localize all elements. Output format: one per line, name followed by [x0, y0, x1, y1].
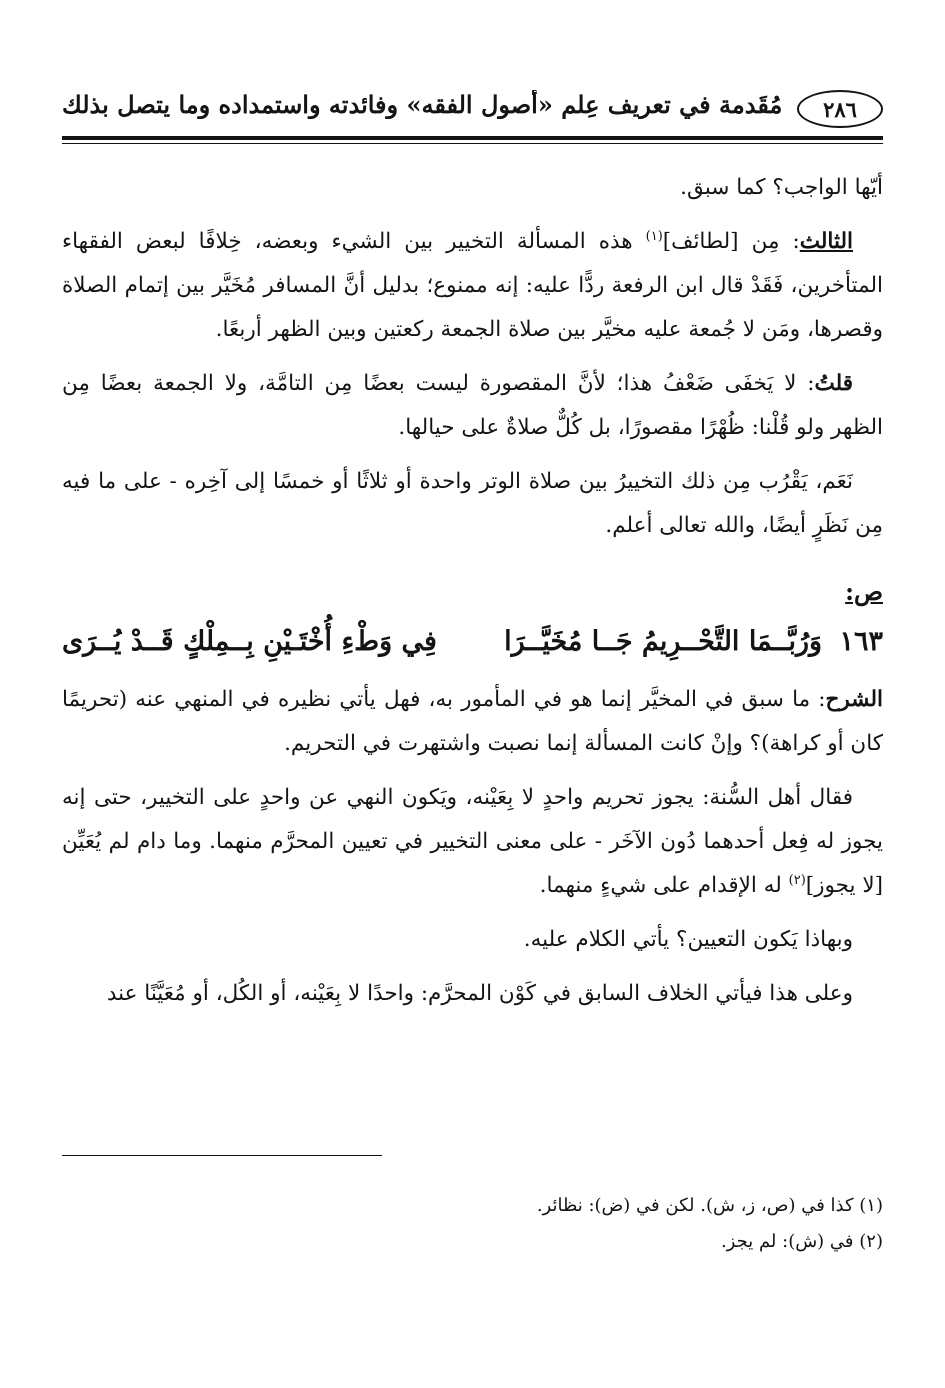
header-rule-thick [62, 136, 883, 140]
paragraph-6-text: فقال أهل السُّنة: يجوز تحريم واحدٍ لا بِعَيْنه، ويَكون النهي عن واحدٍ على التخيير، حتى إنه يجوز له فِعل أحدهما دُون الآخَر - على معنى التخيير في تعيين المحرَّم منهما. وما دام لم يُعَيِّن [لا يجوز] [62, 785, 883, 898]
verse-line [62, 620, 883, 664]
running-title: مُقَدمة في تعريف عِلم «أصول الفقه» وفائدته واستمداده وما يتصل بذلك [62, 90, 783, 119]
paragraph-3-text: : لا يَخفَى ضَعْفُ هذا؛ لأنَّ المقصورة ليست بعضًا مِن التامَّة، ولا الجمعة بعضًا مِن الظهر ولو قُلْنا: ظُهْرًا مقصورًا، بل كُلٌّ صلاةٌ على حيالها. [62, 371, 883, 440]
book-page [62, 0, 883, 1388]
verse-hemistich-1: وَرُبَّــمَا التَّحْــرِيمُ جَــا مُخَيَّــرَا [504, 626, 823, 657]
paragraph-7: وبهاذا يَكون التعيين؟ يأتي الكلام عليه. [523, 927, 853, 952]
main-text [62, 166, 883, 1026]
page-number: ٢٨٦ [797, 90, 883, 128]
paragraph-5 [62, 678, 883, 766]
verse-first-half [504, 620, 883, 664]
footnote-ref-1[interactable]: (١) [645, 228, 663, 244]
lead-word-third: الثالث [799, 229, 853, 254]
paragraph-6 [62, 776, 883, 908]
footnote-separator [62, 1155, 382, 1156]
running-header [62, 88, 883, 134]
paragraph-5-text: : ما سبق في المخيَّر إنما هو في المأمور به، فهل يأتي نظيره في المنهي عنه (تحريمًا كان أو كراهة)؟ وإنْ كانت المسألة إنما نصبت واشتهرت في التحريم. [62, 687, 883, 756]
footnote-1: (١) كذا في (ص، ز، ش). لكن في (ض): نظائر. [536, 1195, 883, 1216]
paragraph-8: وعلى هذا فيأتي الخلاف السابق في كَوْن المحرَّم: واحدًا لا بِعَيْنه، أو الكُل، أو مُعَيَّنًا عند [106, 981, 853, 1006]
lead-word-sharh: الشرح [825, 687, 883, 712]
paragraph-2-rest: هذه المسألة التخيير بين الشيء وبعضه، خِلافًا لبعض الفقهاء المتأخرين، فَقَدْ قال ابن الرفعة ردًّا عليه: إنه ممنوع؛ بدليل أنَّ المسافر مُخَيَّر بين إتمام الصلاة وقصرها، ومَن لا جُمعة عليه مخيَّر بين صلاة الجمعة ركعتين وبين الظهر أربعًا. [62, 229, 883, 342]
footnote-2: (٢) في (ش): لم يجز. [720, 1231, 883, 1252]
header-rule-thin [62, 143, 883, 144]
paragraph-6-rest: له الإقدام على شيءٍ منهما. [539, 873, 789, 898]
paragraph-3 [62, 362, 883, 450]
footnote-ref-2[interactable]: (٢) [788, 872, 806, 888]
verse-number: ١٦٣ [839, 626, 883, 657]
paragraph-1: أيّها الواجب؟ كما سبق. [680, 175, 883, 200]
lead-word-qultu: قلتُ [814, 371, 853, 396]
paragraph-4: نَعَم، يَقْرُب مِن ذلك التخييرُ بين صلاة الوتر واحدة أو ثلاثًا أو خمسًا إلى آخِره - على ما فيه مِن نَظَرٍ أيضًا، والله تعالى أعلم. [62, 469, 883, 538]
verse-hemistich-2: فِي وَطْءِ أُخْتَـيْنِ بِــمِلْكٍ قَــدْ يُــرَى [62, 626, 437, 657]
matn-marker: ص: [845, 577, 883, 606]
paragraph-2 [62, 220, 883, 352]
paragraph-2-text: : مِن [لطائف] [662, 229, 800, 254]
footnotes [62, 1188, 883, 1260]
